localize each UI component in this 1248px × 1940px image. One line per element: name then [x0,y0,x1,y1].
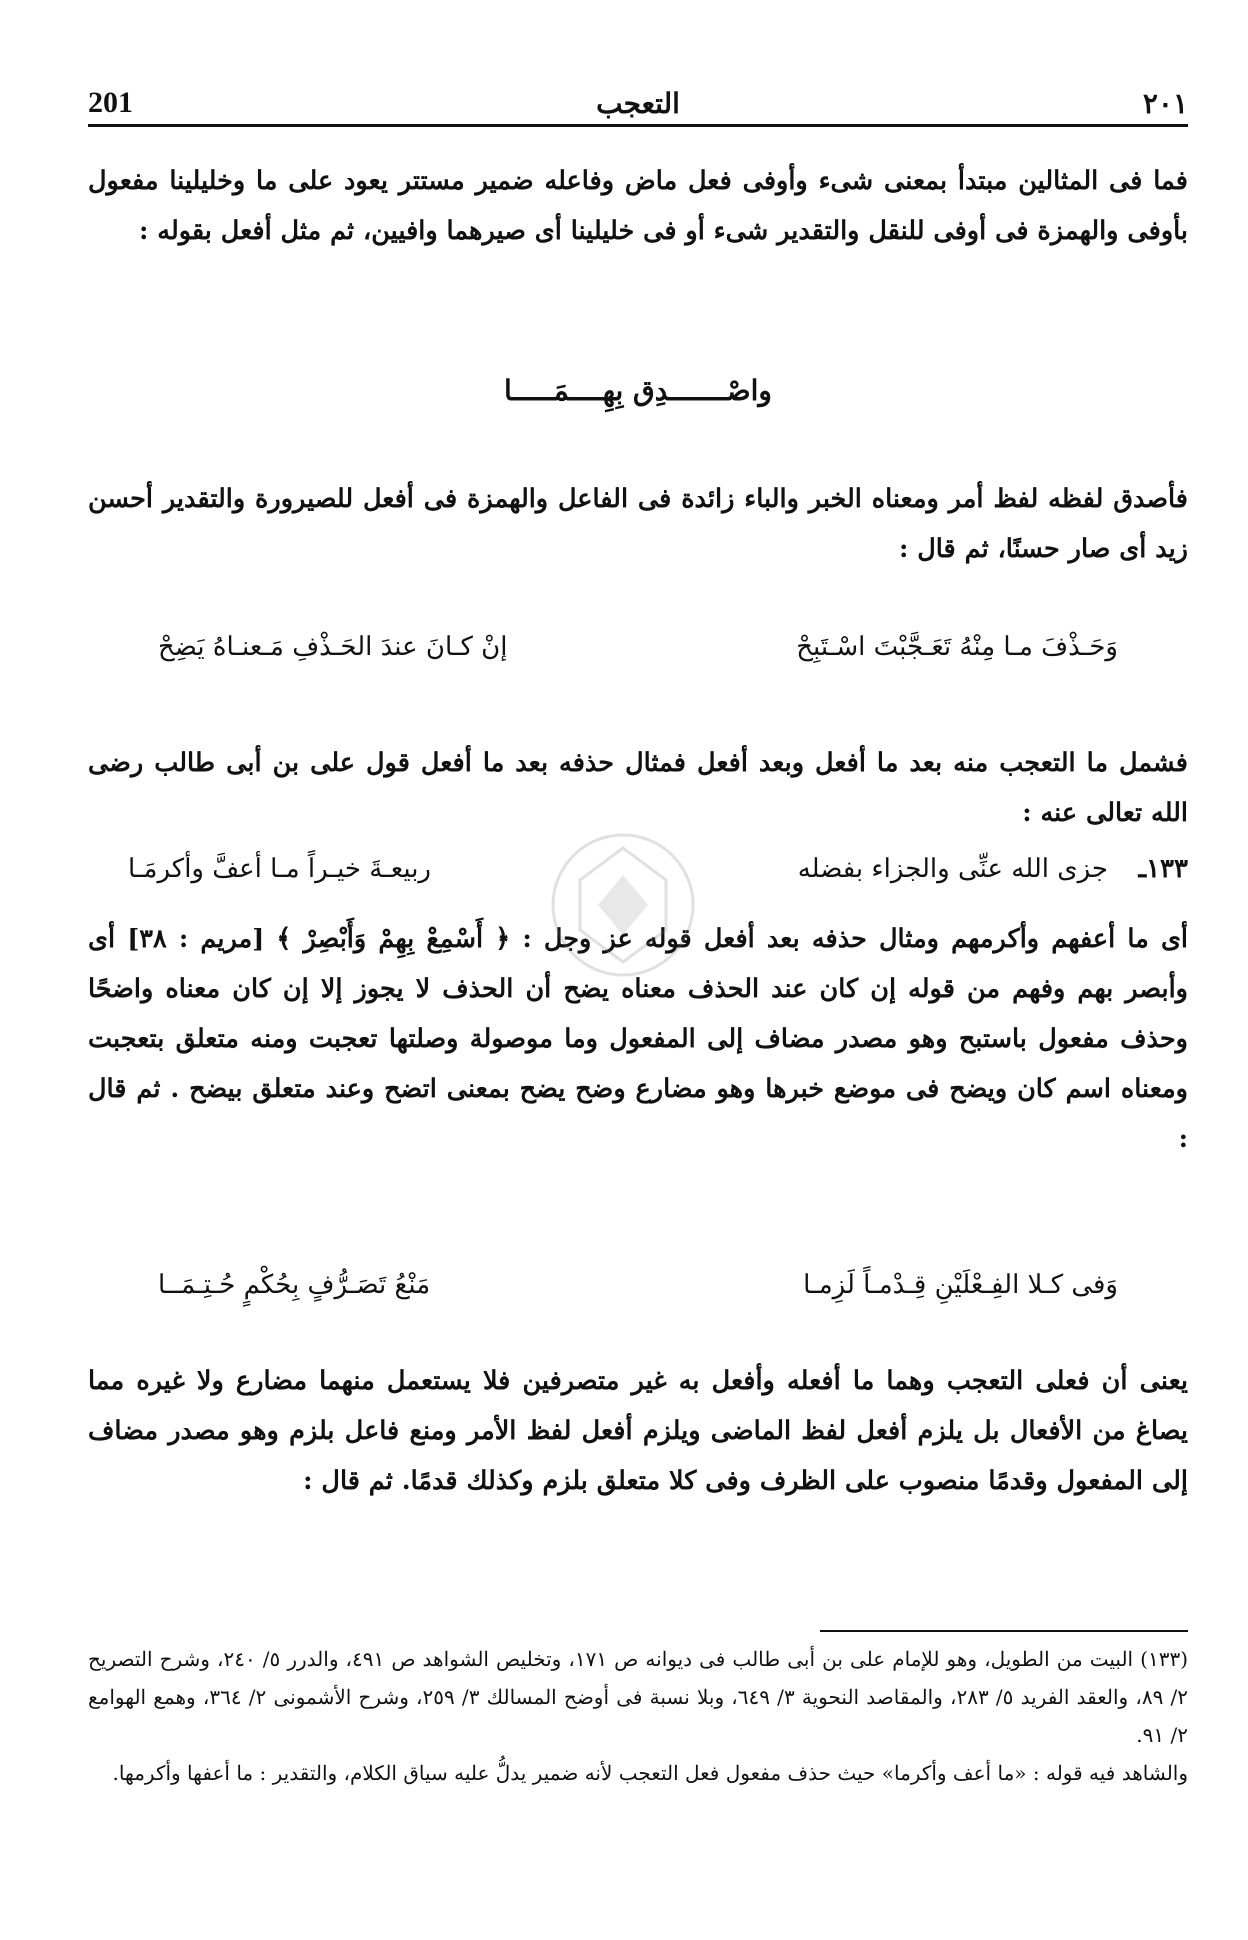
centered-verse: واصْـــــــدِق بِهِــــمَـــــا [504,374,772,407]
paragraph-3: فشمل ما التعجب منه بعد ما أفعل وبعد أفعل فمثال حذفه بعد ما أفعل قول على بن أبى طالب رضى الله تعالى عنه : [88,748,1188,828]
verse-1-second-hemistich: إنْ كـانَ عندَ الحَـذْفِ مَـعنـاهُ يَضِحْ [158,632,508,662]
verse-1 [88,632,1188,682]
page-number-arabic: ٢٠١ [1142,87,1188,120]
verse-2 [88,1270,1188,1320]
page-number-latin: 201 [88,86,133,119]
paragraph-4: أى ما أعفهم وأكرمهم ومثال حذفه بعد أفعل قوله عز وجل : ﴿ أَسْمِعْ بِهِمْ وَأَبْصِرْ ﴾ [مريم : ٣٨] أى وأبصر بهم وفهم من قوله إن كان عند الحذف معناه يضح أن الحذف لا يجوز إلا إن كان معناه واضحًا وحذف مفعول باستبح وهو مصدر مضاف إلى المفعول وما موصولة وصلتها تعجبت ومنه متعلق بتعجبت ومعناه اسم كان ويضح فى موضع خبرها وهو مضارع وضح يضح بمعنى اتضح وعند متعلق بيضح . ثم قال : [88,924,1188,1154]
verse-2-second-hemistich: مَنْعُ تَصَـرُّفٍ بِحُكْمٍ حُـتِـمَــا [158,1270,431,1300]
verse-133-first-hemistich: جزى الله عنِّى والجزاء بفضله [797,854,1108,884]
verse-1-first-hemistich: وَحَـذْفَ مـا مِنْهُ تَعَـجَّبْتَ اسْـتَبِحْ [796,632,1118,662]
paragraph-5: يعنى أن فعلى التعجب وهما ما أفعله وأفعل به غير متصرفين فلا يستعمل منهما مضارع ولا غيره مما يصاغ من الأفعال بل يلزم أفعل لفظ الماضى ويلزم أفعل لفظ الأمر ومنع فاعل بلزم وهو مصدر مضاف إلى المفعول وقدمًا منصوب على الظرف وفى كلا متعلق بلزم وكذلك قدمًا. ثم قال : [88,1366,1188,1496]
page-header [88,80,1188,127]
watermark-seal-icon [548,830,698,980]
footnote-133: (١٣٣) البيت من الطويل، وهو للإمام على بن أبى طالب فى ديوانه ص ١٧١، وتخليص الشواهد ص ٤٩١، والدرر ٥/ ٢٤٠، وشرح التصريح ٢/ ٨٩، والعقد الفريد ٥/ ٢٨٣، والمقاصد النحوية ٣/ ٦٤٩، وبلا نسبة فى أوضح المسالك ٣/ ٢٥٩، وشرح الأشمونى ٢/ ٣٦٤، وهمع الهوامع ٢/ ٩١. [88,1647,1189,1747]
footnotes [88,1640,1188,1792]
paragraph-2: فأصدق لفظه لفظ أمر ومعناه الخبر والباء زائدة فى الفاعل والهمزة فى أفعل للصيرورة والتقدير أحسن زيد أى صار حسنًا، ثم قال : [88,484,1188,564]
chapter-title: التعجب [596,87,680,120]
verse-133-number: ١٣٣ـ [1138,854,1188,884]
verse-2-first-hemistich: وَفى كـلا الفِـعْلَيْنِ قِـدْمـاً لَزِمـا [803,1270,1118,1300]
paragraph-1: فما فى المثالين مبتدأ بمعنى شىء وأوفى فعل ماض وفاعله ضمير مستتر يعود على ما وخليلينا مفعول بأوفى والهمزة فى أوفى للنقل والتقدير شىء أو فى خليلينا أى صيرهما وافيين، ثم مثل أفعل بقوله : [88,166,1188,246]
footnote-shahid: والشاهد فيه قوله : «ما أعف وأكرما» حيث حذف مفعول فعل التعجب لأنه ضمير يدلُّ عليه سياق الكلام، والتقدير : ما أعفها وأكرمها. [112,1761,1188,1785]
footnote-divider [820,1630,1188,1632]
verse-133-second-hemistich: ربيعـةَ خيـراً مـا أعفَّ وأكرمَـا [128,854,431,884]
